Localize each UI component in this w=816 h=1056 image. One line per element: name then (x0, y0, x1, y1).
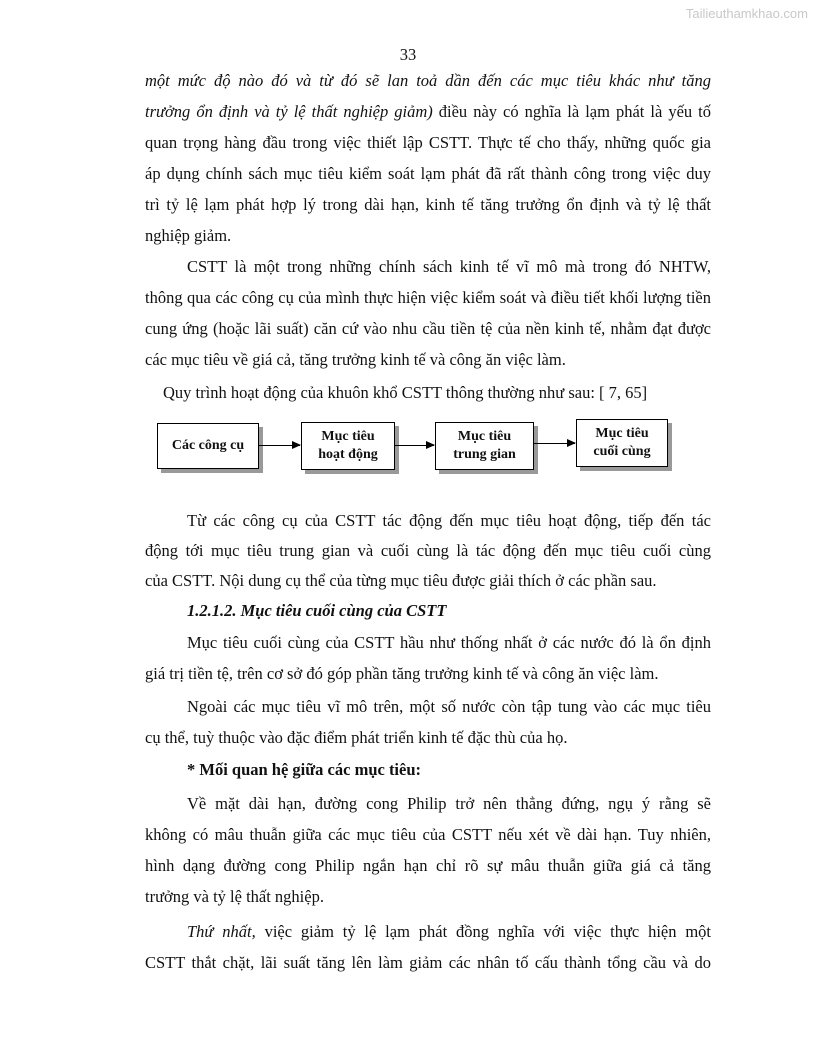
text-line: giá trị tiền tệ, trên cơ sở đó góp phần tăng trưởng kinh tế và công ăn việc làm. (145, 664, 659, 683)
box-intermediate-target (435, 422, 534, 470)
box-label: cuối cùng (593, 444, 651, 459)
text-span: việc giảm tỷ lệ lạm phát đồng nghĩa với việc thực hiện một (255, 922, 711, 941)
italic-span: trưởng ổn định và tỷ lệ thất nghiệp giảm) (145, 102, 433, 121)
arrow-icon (394, 445, 434, 446)
arrow-icon (533, 443, 575, 444)
box-label: trung gian (453, 447, 516, 462)
text-line: Quy trình hoạt động của khuôn khổ CSTT thông thường như sau: [ 7, 65] (163, 383, 648, 402)
text-span: điều này có nghĩa là lạm phát là yếu tố (432, 102, 712, 121)
text-line: quan trọng hàng đầu trong việc thiết lập CSTT. Thực tế cho thấy, những quốc gia (145, 133, 711, 152)
subheading: * Mối quan hệ giữa các mục tiêu: (187, 760, 422, 779)
box-label: Mục tiêu (321, 429, 375, 444)
text-line: cung ứng (hoặc lãi suất) căn cứ vào nhu cầu tiền tệ của nền kinh tế, nhằm đạt được (145, 319, 711, 338)
text-line: trì tỷ lệ lạm phát hợp lý trong dài hạn, kinh tế tăng trưởng ổn định và tỷ lệ thất (145, 195, 711, 214)
box-label: Các công cụ (171, 438, 245, 453)
box-label: Mục tiêu (595, 426, 649, 441)
text-line: nghiệp giảm. (145, 226, 232, 245)
text-line: trưởng và tỷ lệ thất nghiệp. (145, 887, 324, 906)
text-line: Về mặt dài hạn, đường cong Philip trở nên thẳng đứng, ngụ ý rằng sẽ (187, 794, 711, 813)
box-final-target (576, 419, 668, 467)
text-line (187, 921, 711, 943)
italic-span: Thứ nhất, (187, 922, 256, 941)
box-label: hoạt động (318, 447, 378, 462)
text-line: Mục tiêu cuối cùng của CSTT hầu như thống nhất ở các nước đó là ổn định (187, 633, 711, 652)
box-label: Mục tiêu (457, 429, 512, 444)
text-line: Từ các công cụ của CSTT tác động đến mục tiêu hoạt động, tiếp đến tác (187, 511, 711, 530)
text-line: áp dụng chính sách mục tiêu kiểm soát lạm phát đã rất thành công trong việc duy (145, 164, 711, 183)
page-number: 33 (399, 45, 417, 64)
text-line: của CSTT. Nội dung cụ thể của từng mục tiêu được giải thích ở các phần sau. (145, 571, 657, 590)
section-heading: 1.2.1.2. Mục tiêu cuối cùng của CSTT (187, 601, 447, 620)
text-line: cụ thể, tuỳ thuộc vào đặc điểm phát triển kinh tế đặc thù của họ. (145, 728, 568, 747)
text-line: không có mâu thuẫn giữa các mục tiêu của CSTT nếu xét về dài hạn. Tuy nhiên, (145, 825, 711, 844)
box-operating-target (301, 422, 395, 470)
text-line (145, 101, 711, 123)
text-line: động tới mục tiêu trung gian và cuối cùng là tác động đến mục tiêu cuối cùng (145, 541, 711, 560)
text-line: thông qua các công cụ của mình thực hiện việc kiểm soát và điều tiết khối lượng tiền (145, 288, 711, 307)
text-line: hình dạng đường cong Philip ngắn hạn chỉ rõ sự mâu thuẫn giữa giá cả tăng (145, 856, 711, 875)
text-line: CSTT là một trong những chính sách kinh tế vĩ mô mà trong đó NHTW, (187, 257, 711, 276)
arrow-icon (258, 445, 300, 446)
text-line: một mức độ nào đó và từ đó sẽ lan toả dần đến các mục tiêu khác như tăng (145, 71, 711, 90)
box-tools (157, 423, 259, 469)
text-line: các mục tiêu về giá cả, tăng trưởng kinh tế và công ăn việc làm. (145, 350, 566, 369)
text-line: Ngoài các mục tiêu vĩ mô trên, một số nước còn tập tung vào các mục tiêu (187, 697, 711, 716)
watermark: Tailieuthamkhao.com (685, 6, 808, 21)
text-line: CSTT thắt chặt, lãi suất tăng lên làm giảm các nhân tố cấu thành tổng cầu và do (145, 953, 711, 972)
